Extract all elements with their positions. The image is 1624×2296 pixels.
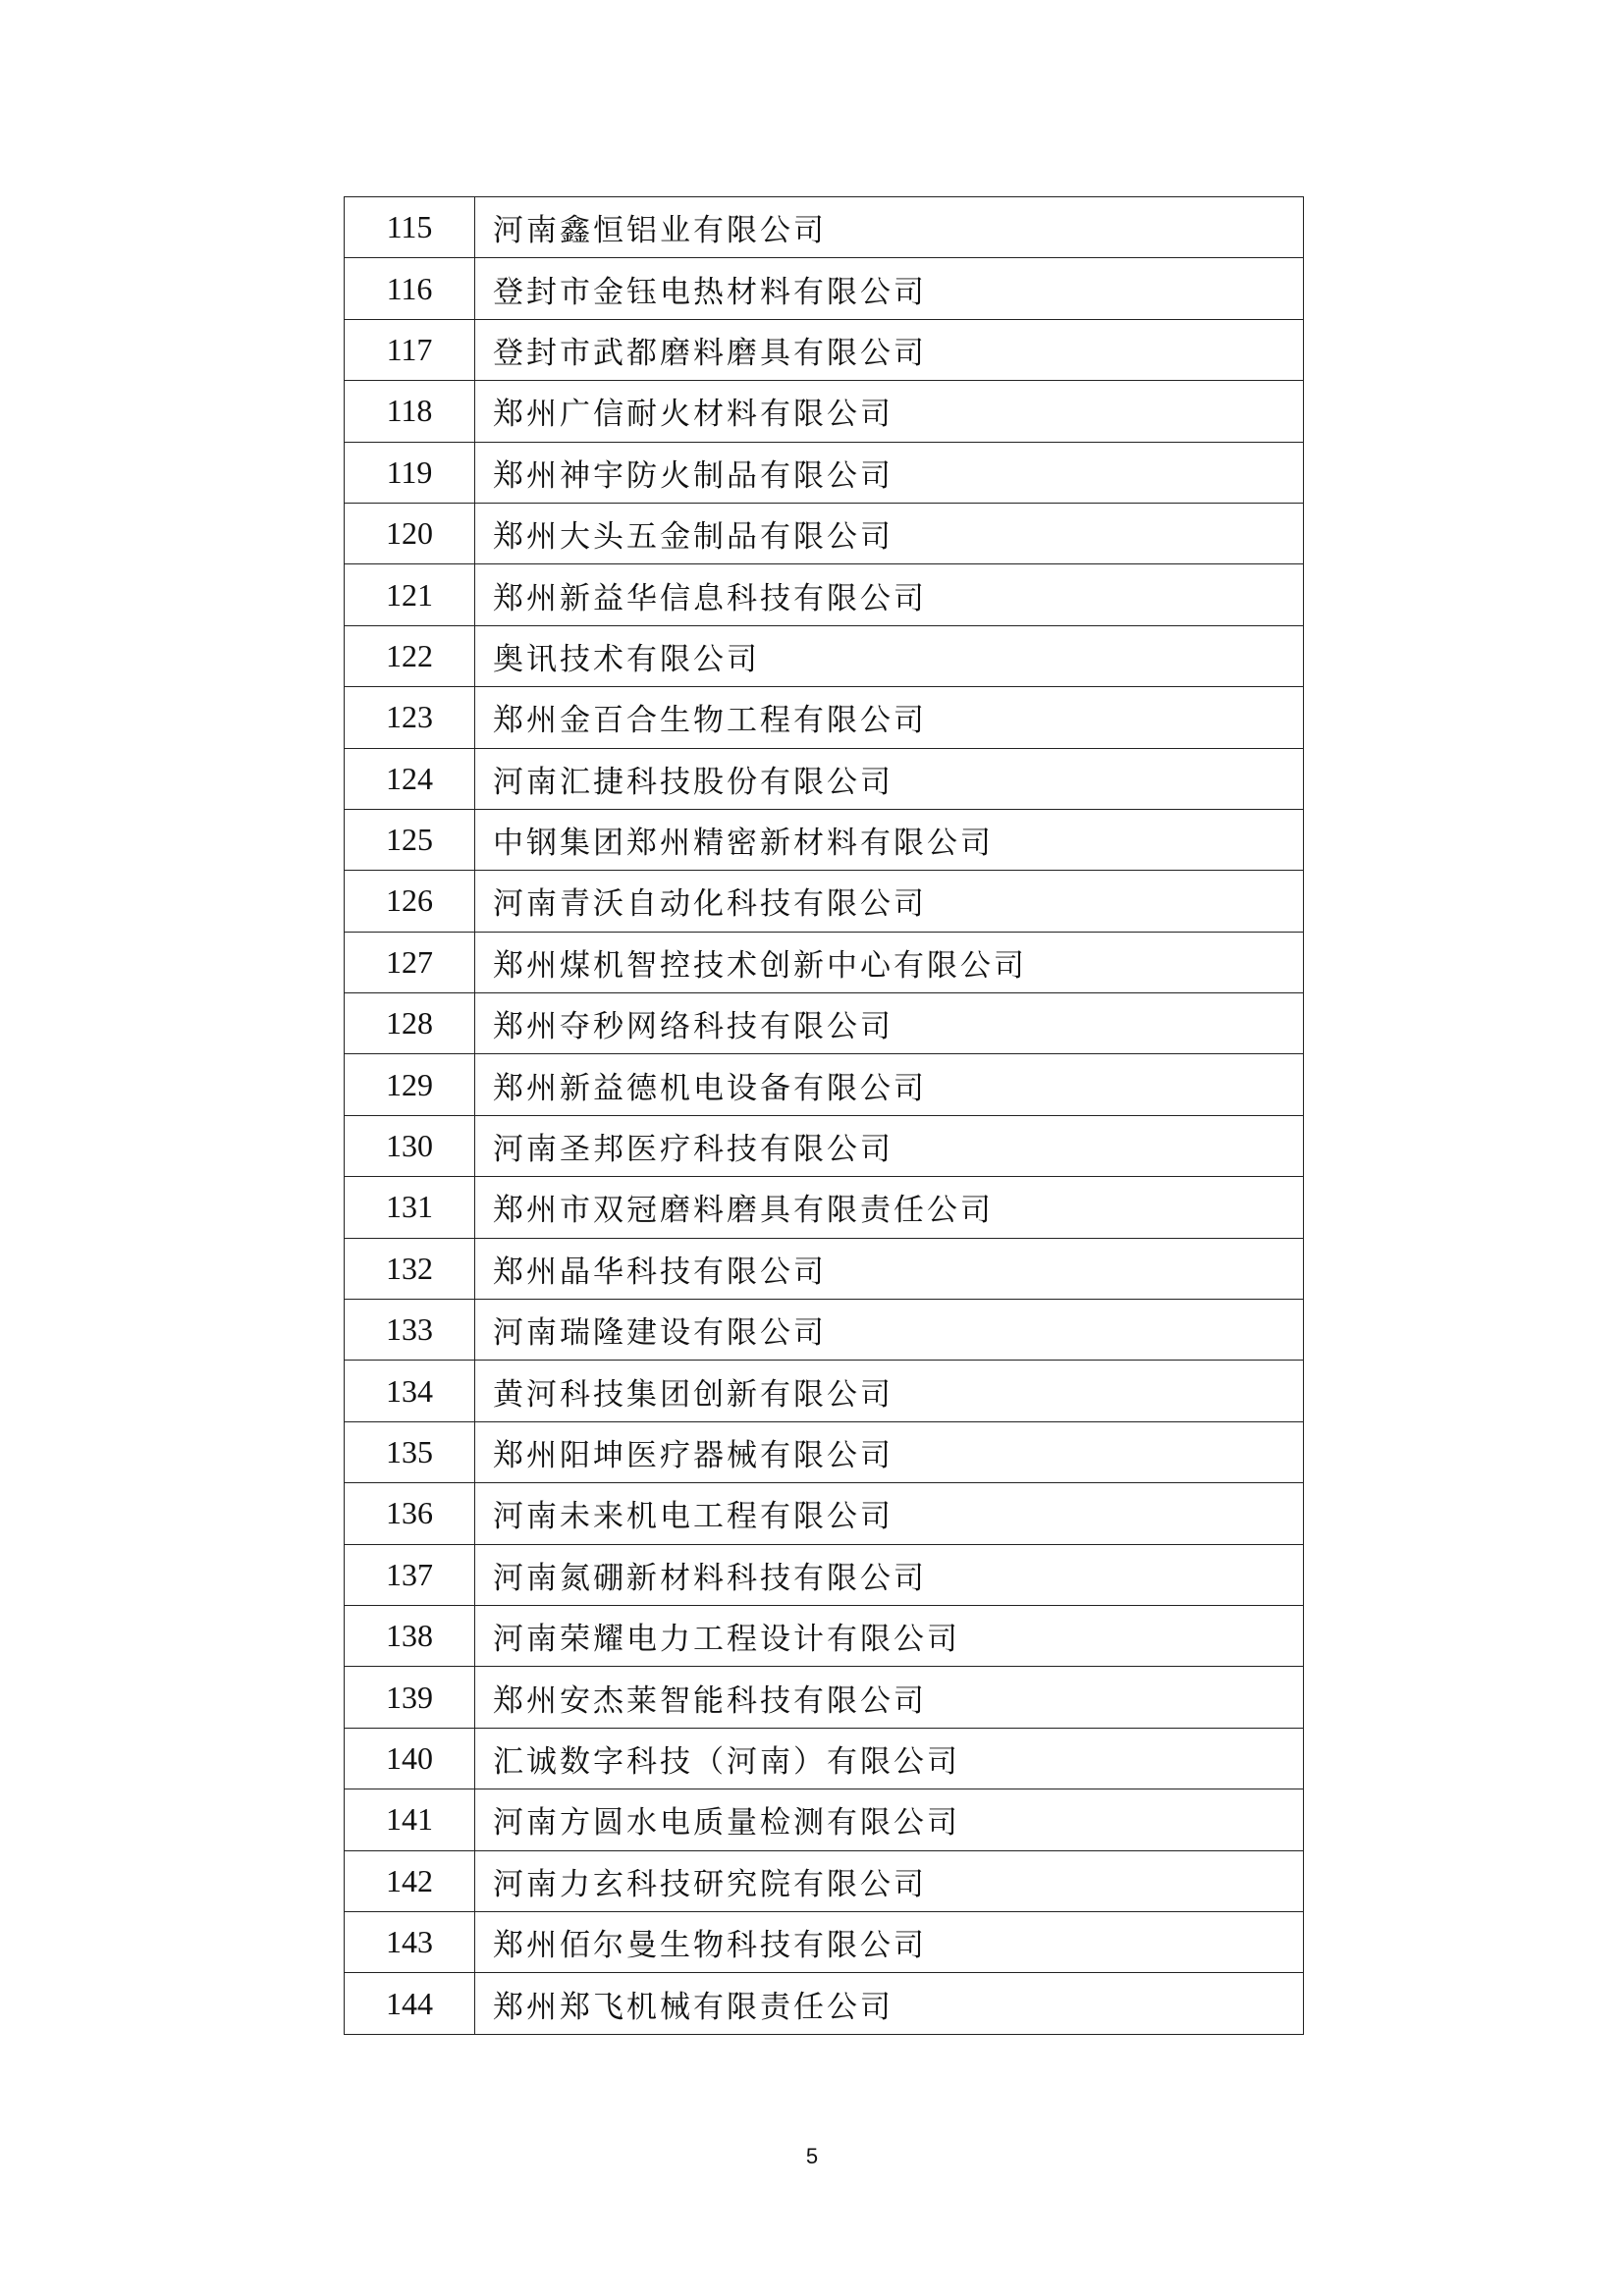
- row-number-cell: 140: [345, 1728, 475, 1789]
- table-row: [345, 1789, 1304, 1850]
- row-number-cell: 135: [345, 1421, 475, 1482]
- table-row: [345, 809, 1304, 870]
- row-number-cell: 120: [345, 503, 475, 563]
- table-row: [345, 1850, 1304, 1911]
- company-name-cell: 登封市金钰电热材料有限公司: [475, 258, 1304, 319]
- table-row: [345, 687, 1304, 748]
- table-row: [345, 1421, 1304, 1482]
- table-row: [345, 1605, 1304, 1666]
- company-name-cell: 河南未来机电工程有限公司: [475, 1483, 1304, 1544]
- table-row: [345, 1544, 1304, 1605]
- table-row: [345, 1667, 1304, 1728]
- row-number-cell: 126: [345, 871, 475, 932]
- table-row: [345, 932, 1304, 992]
- row-number-cell: 128: [345, 993, 475, 1054]
- row-number-cell: 137: [345, 1544, 475, 1605]
- company-name-cell: 郑州大头五金制品有限公司: [475, 503, 1304, 563]
- table-row: [345, 564, 1304, 625]
- company-name-cell: 郑州金百合生物工程有限公司: [475, 687, 1304, 748]
- company-name-cell: 河南瑞隆建设有限公司: [475, 1300, 1304, 1361]
- company-name-cell: 汇诚数字科技（河南）有限公司: [475, 1728, 1304, 1789]
- company-name-cell: 中钢集团郑州精密新材料有限公司: [475, 809, 1304, 870]
- row-number-cell: 116: [345, 258, 475, 319]
- table-row: [345, 625, 1304, 686]
- company-name-cell: 河南鑫恒铝业有限公司: [475, 197, 1304, 258]
- company-name-cell: 郑州市双冠磨料磨具有限责任公司: [475, 1177, 1304, 1238]
- table-row: [345, 1728, 1304, 1789]
- table-row: [345, 1177, 1304, 1238]
- page-number: 5: [805, 2144, 819, 2168]
- company-name-cell: 郑州神宇防火制品有限公司: [475, 442, 1304, 503]
- company-name-cell: 河南力玄科技研究院有限公司: [475, 1850, 1304, 1911]
- row-number-cell: 141: [345, 1789, 475, 1850]
- table-row: [345, 442, 1304, 503]
- table-row: [345, 258, 1304, 319]
- table-row: [345, 1238, 1304, 1299]
- table-row: [345, 1300, 1304, 1361]
- company-name-cell: 郑州晶华科技有限公司: [475, 1238, 1304, 1299]
- row-number-cell: 143: [345, 1911, 475, 1972]
- row-number-cell: 121: [345, 564, 475, 625]
- company-name-cell: 郑州夺秒网络科技有限公司: [475, 993, 1304, 1054]
- row-number-cell: 125: [345, 809, 475, 870]
- company-name-cell: 郑州郑飞机械有限责任公司: [475, 1973, 1304, 2034]
- table-row: [345, 503, 1304, 563]
- row-number-cell: 130: [345, 1115, 475, 1176]
- company-name-cell: 郑州广信耐火材料有限公司: [475, 381, 1304, 442]
- table-row: [345, 1483, 1304, 1544]
- company-name-cell: 郑州阳坤医疗器械有限公司: [475, 1421, 1304, 1482]
- row-number-cell: 132: [345, 1238, 475, 1299]
- company-name-cell: 河南氮硼新材料科技有限公司: [475, 1544, 1304, 1605]
- company-name-cell: 河南圣邦医疗科技有限公司: [475, 1115, 1304, 1176]
- company-name-cell: 郑州安杰莱智能科技有限公司: [475, 1667, 1304, 1728]
- company-name-cell: 郑州煤机智控技术创新中心有限公司: [475, 932, 1304, 992]
- company-name-cell: 郑州新益华信息科技有限公司: [475, 564, 1304, 625]
- company-name-cell: 河南荣耀电力工程设计有限公司: [475, 1605, 1304, 1666]
- table-row: [345, 748, 1304, 809]
- company-name-cell: 河南汇捷科技股份有限公司: [475, 748, 1304, 809]
- row-number-cell: 131: [345, 1177, 475, 1238]
- row-number-cell: 138: [345, 1605, 475, 1666]
- company-name-cell: 河南青沃自动化科技有限公司: [475, 871, 1304, 932]
- row-number-cell: 119: [345, 442, 475, 503]
- company-name-cell: 郑州佰尔曼生物科技有限公司: [475, 1911, 1304, 1972]
- table-row: [345, 1115, 1304, 1176]
- table-row: [345, 1361, 1304, 1421]
- row-number-cell: 127: [345, 932, 475, 992]
- row-number-cell: 134: [345, 1361, 475, 1421]
- company-name-cell: 河南方圆水电质量检测有限公司: [475, 1789, 1304, 1850]
- row-number-cell: 118: [345, 381, 475, 442]
- row-number-cell: 123: [345, 687, 475, 748]
- table-row: [345, 381, 1304, 442]
- company-name-cell: 登封市武都磨料磨具有限公司: [475, 319, 1304, 380]
- table-row: [345, 197, 1304, 258]
- table-row: [345, 1911, 1304, 1972]
- table-row: [345, 319, 1304, 380]
- row-number-cell: 133: [345, 1300, 475, 1361]
- table-row: [345, 993, 1304, 1054]
- table-row: [345, 871, 1304, 932]
- row-number-cell: 136: [345, 1483, 475, 1544]
- company-name-cell: 奥讯技术有限公司: [475, 625, 1304, 686]
- company-list-table: [344, 196, 1304, 2035]
- row-number-cell: 117: [345, 319, 475, 380]
- company-list-body: [345, 197, 1304, 2035]
- row-number-cell: 144: [345, 1973, 475, 2034]
- table-row: [345, 1054, 1304, 1115]
- row-number-cell: 142: [345, 1850, 475, 1911]
- company-name-cell: 黄河科技集团创新有限公司: [475, 1361, 1304, 1421]
- table-row: [345, 1973, 1304, 2034]
- row-number-cell: 124: [345, 748, 475, 809]
- row-number-cell: 139: [345, 1667, 475, 1728]
- row-number-cell: 115: [345, 197, 475, 258]
- company-name-cell: 郑州新益德机电设备有限公司: [475, 1054, 1304, 1115]
- row-number-cell: 122: [345, 625, 475, 686]
- row-number-cell: 129: [345, 1054, 475, 1115]
